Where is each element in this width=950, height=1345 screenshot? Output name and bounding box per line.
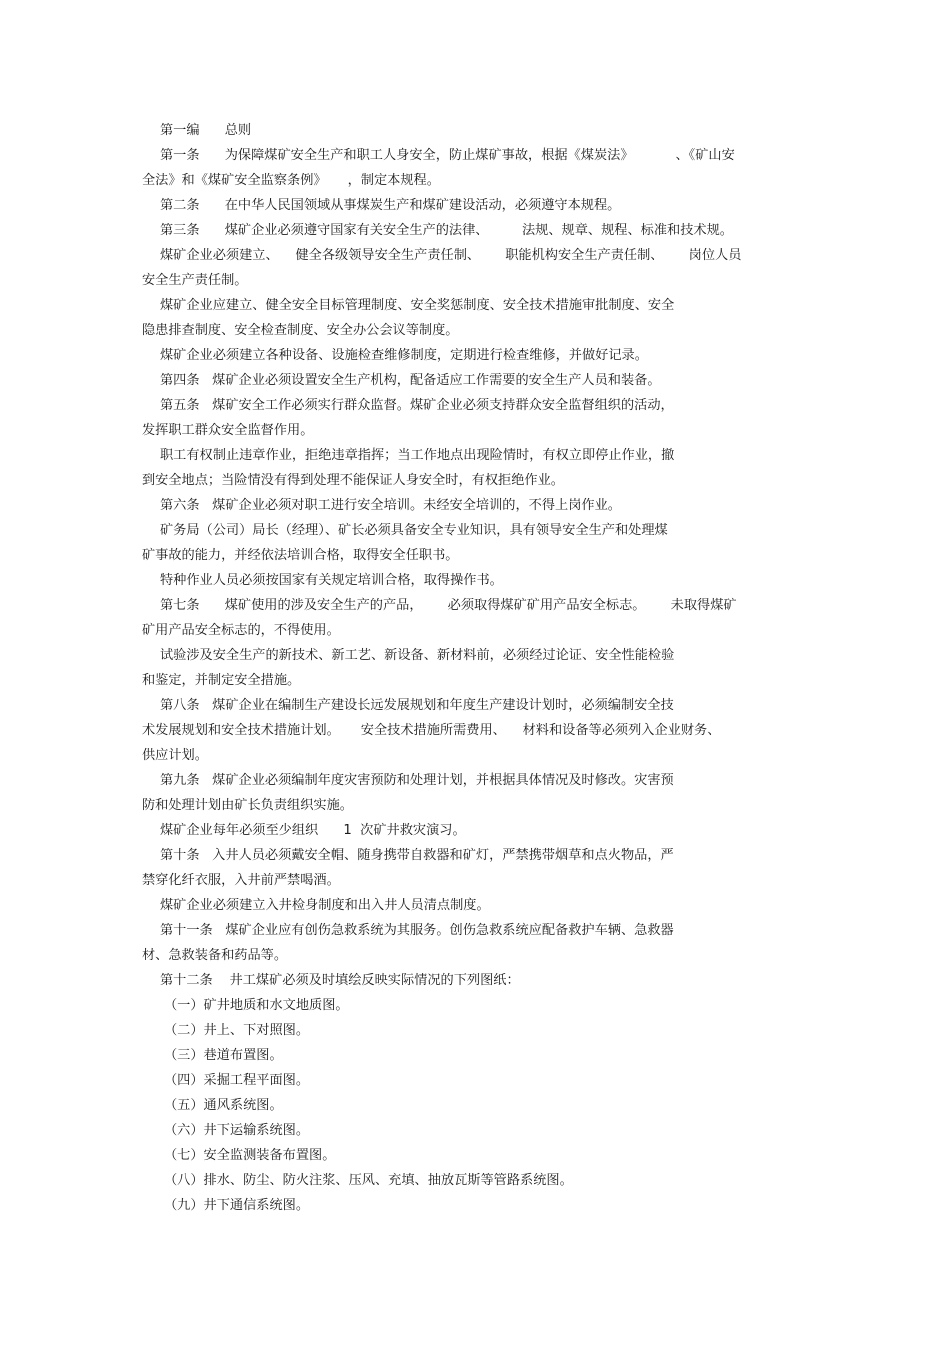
text-line: 第一编 总则 (160, 123, 252, 138)
text-line: （一）矿井地质和水文地质图。 (164, 998, 349, 1013)
text-line: 第五条 煤矿安全工作必须实行群众监督。煤矿企业必须支持群众安全监督组织的活动， (160, 398, 674, 413)
text-line: 煤矿企业必须建立各种设备、设施检查维修制度，定期进行检查维修，并做好记录。 (160, 348, 648, 363)
text-line: 职工有权制止违章作业，拒绝违章指挥；当工作地点出现险情时，有权立即停止作业，撤 (160, 448, 675, 463)
text-line: 特种作业人员必须按国家有关规定培训合格，取得操作书。 (160, 573, 503, 588)
text-line: 隐患排查制度、安全检查制度、安全办公会议等制度。 (142, 323, 459, 338)
text-line: 和鉴定，并制定安全措施。 (142, 673, 301, 688)
text-line: 术发展规划和安全技术措施计划。 安全技术措施所需费用、 材料和设备等必须列入企业财务、 (142, 723, 721, 738)
text-line: 煤矿企业必须建立入井检身制度和出入井人员清点制度。 (160, 898, 490, 913)
text-line: （八）排水、防尘、防火注浆、压风、充填、抽放瓦斯等管路系统图。 (164, 1173, 573, 1188)
text-line: （四）采掘工程平面图。 (164, 1073, 310, 1088)
text-line: 禁穿化纤衣服，入井前严禁喝酒。 (142, 873, 340, 888)
text-line: （六）井下运输系统图。 (164, 1123, 310, 1138)
text-line: 第一条 为保障煤矿安全生产和职工人身安全，防止煤矿事故，根据《煤炭法》 、《矿山安 (160, 148, 735, 163)
text-line: 第六条 煤矿企业必须对职工进行安全培训。未经安全培训的，不得上岗作业。 (160, 498, 621, 513)
text-line: 到安全地点；当险情没有得到处理不能保证人身安全时，有权拒绝作业。 (142, 473, 564, 488)
text-line: （七）安全监测装备布置图。 (164, 1148, 336, 1163)
text-line: 矿事故的能力，并经依法培训合格，取得安全任职书。 (142, 548, 459, 563)
text-line: 煤矿企业必须建立、 健全各级领导安全生产责任制、 职能机构安全生产责任制、 岗位人员 (160, 248, 742, 263)
text-line: 第十条 入井人员必须戴安全帽、随身携带自救器和矿灯，严禁携带烟草和点火物品，严 (160, 848, 674, 863)
text-line: 矿务局（公司）局长（经理）、矿长必须具备安全专业知识，具有领导安全生产和处理煤 (160, 523, 668, 538)
text-line: 试验涉及安全生产的新技术、新工艺、新设备、新材料前，必须经过论证、安全性能检验 (160, 648, 675, 663)
text-line: 第十二条 井工煤矿必须及时填绘反映实际情况的下列图纸： (160, 973, 520, 988)
text-line: 防和处理计划由矿长负责组织实施。 (142, 798, 353, 813)
text-line: （三）巷道布置图。 (164, 1048, 283, 1063)
text-line: 煤矿企业每年必须至少组织 1 次矿井救灾演习。 (160, 823, 466, 838)
text-line: 第四条 煤矿企业必须设置安全生产机构，配备适应工作需要的安全生产人员和装备。 (160, 373, 661, 388)
text-line: （五）通风系统图。 (164, 1098, 283, 1113)
document-body (142, 118, 807, 1218)
text-line: 第十一条 煤矿企业应有创伤急救系统为其服务。创伤急救系统应配备救护车辆、急救器 (160, 923, 674, 938)
text-line: （九）井下通信系统图。 (164, 1198, 310, 1213)
text-line: 材、急救装备和药品等。 (142, 948, 288, 963)
text-line: （二）井上、下对照图。 (164, 1023, 310, 1038)
text-line: 供应计划。 (142, 748, 208, 763)
text-line: 第七条 煤矿使用的涉及安全生产的产品， 必须取得煤矿矿用产品安全标志。 未取得煤矿 (160, 598, 737, 613)
text-line: 安全生产责任制。 (142, 273, 248, 288)
text-line: 矿用产品安全标志的，不得使用。 (142, 623, 340, 638)
text-line: 煤矿企业应建立、健全安全目标管理制度、安全奖惩制度、安全技术措施审批制度、安全 (160, 298, 675, 313)
text-line: 发挥职工群众安全监督作用。 (142, 423, 314, 438)
text-line: 第二条 在中华人民国领域从事煤炭生产和煤矿建设活动，必须遵守本规程。 (160, 198, 621, 213)
text-line: 第九条 煤矿企业必须编制年度灾害预防和处理计划，并根据具体情况及时修改。灾害预 (160, 773, 674, 788)
text-line: 全法》和《煤矿安全监察条例》 ，制定本规程。 (142, 173, 440, 188)
text-line: 第八条 煤矿企业在编制生产建设长远发展规划和年度生产建设计划时，必须编制安全技 (160, 698, 674, 713)
text-line: 第三条 煤矿企业必须遵守国家有关安全生产的法律、 法规、规章、规程、标准和技术规。 (160, 223, 733, 238)
